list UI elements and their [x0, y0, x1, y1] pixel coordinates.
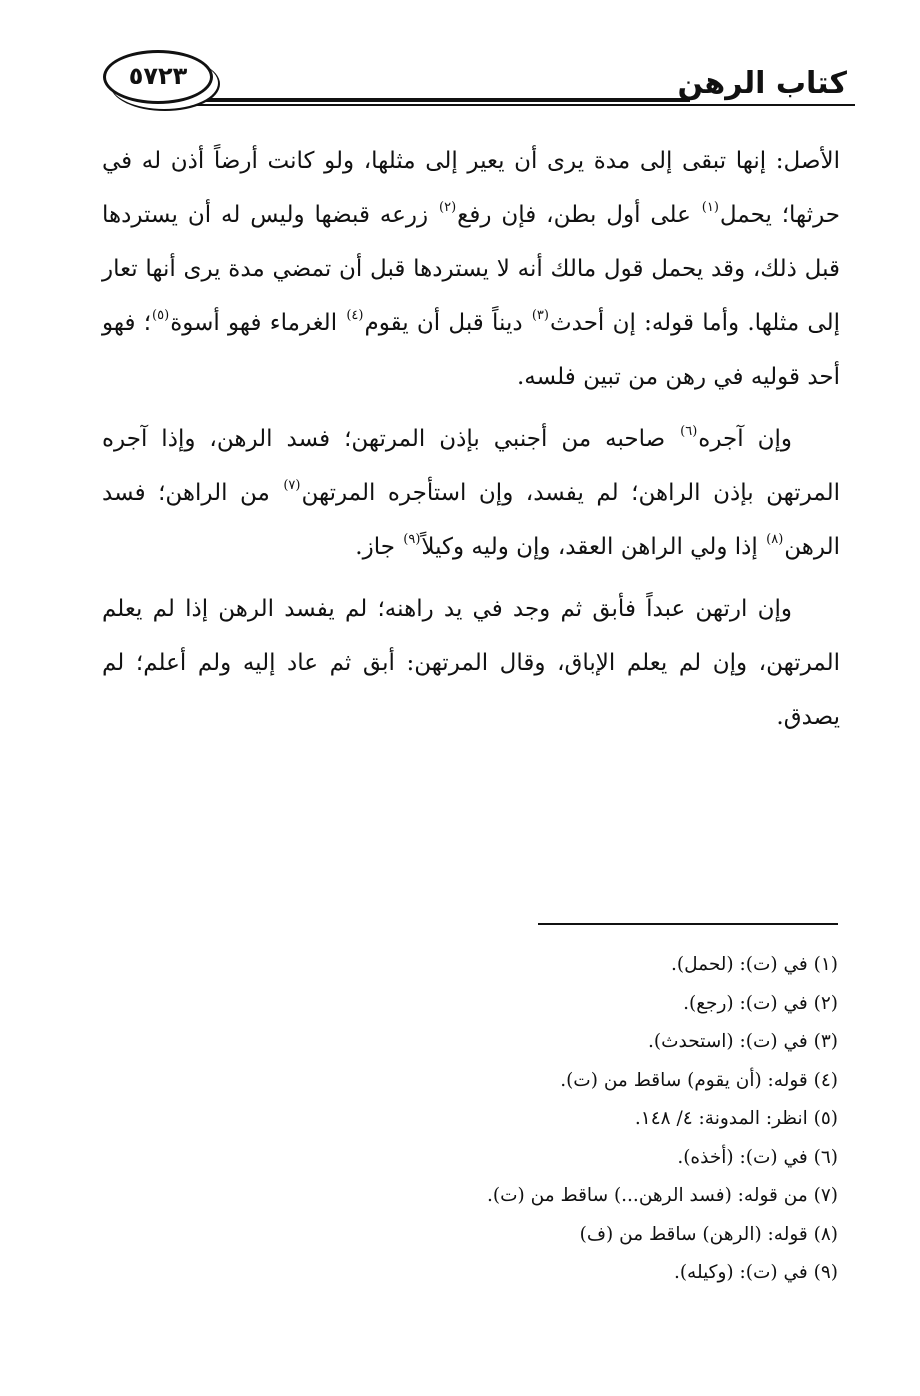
book-title: كتاب الرهن	[677, 66, 847, 101]
paragraph-2	[102, 412, 840, 574]
footnote-item: (٣) في (ت): (استحدث).	[648, 1031, 838, 1052]
footnote-ref: (٦)	[680, 424, 698, 439]
paragraph-1	[102, 134, 840, 404]
text-segment: الغرماء فهو أسوة	[170, 310, 346, 336]
text-segment: وإن آجره	[698, 426, 792, 452]
text-segment: جاز.	[355, 534, 403, 560]
footnote-item: (٩) في (ت): (وكيله).	[673, 1262, 838, 1283]
footnote-ref: (٤)	[346, 308, 364, 323]
paragraph-3	[102, 582, 840, 744]
footnote-ref: (١)	[701, 200, 719, 215]
text-segment: ؛ فهو أحد قوليه في رهن من تبين فلسه.	[102, 310, 840, 390]
page-number-badge	[103, 50, 213, 104]
footnote-ref: (٩)	[403, 532, 421, 547]
footnote-ref: (٥)	[152, 308, 170, 323]
text-segment: من الراهن؛ فسد الرهن	[102, 480, 840, 560]
footnote-item: (٥) انظر: المدونة: ٤/ ١٤٨.	[634, 1108, 838, 1129]
footnote-ref: (٧)	[283, 478, 301, 493]
header-rule-thick	[195, 98, 690, 102]
footnote-item: (١) في (ت): (لحمل).	[671, 954, 838, 975]
page-header	[95, 40, 855, 110]
footnote-item: (٧) من قوله: (فسد الرهن...) ساقط من (ت).	[487, 1185, 838, 1206]
footnote-ref: (٣)	[531, 308, 549, 323]
footnotes	[98, 946, 838, 1293]
text-segment: ديناً قبل أن يقوم	[364, 310, 531, 336]
text-segment: الأصل: إنها تبقى إلى مدة يرى أن يعير إلى مثلها، ولو كانت أرضاً أذن له في حرثها؛ يحمل	[102, 148, 840, 228]
text-segment: زرعه قبضها وليس له أن يستردها قبل ذلك، وقد يحمل قول مالك أنه لا يستردها قبل أن تمضي مدة يرى أنها تعار إلى مثلها. وأما قوله: إن أحدث	[102, 202, 841, 336]
text-segment: صاحبه من أجنبي بإذن المرتهن؛ فسد الرهن، وإذا آجره المرتهن بإذن الراهن؛ لم يفسد، وإن استأجره المرتهن	[102, 426, 840, 506]
text-segment: إذا ولي الراهن العقد، وإن وليه وكيلاً	[421, 534, 766, 560]
footnote-ref: (٨)	[766, 532, 784, 547]
page-number: ٥٧٢٣	[128, 62, 188, 90]
footnote-separator	[538, 923, 838, 925]
footnote-item: (٤) قوله: (أن يقوم) ساقط من (ت).	[560, 1069, 838, 1091]
text-segment: وإن ارتهن عبداً فأبق ثم وجد في يد راهنه؛ لم يفسد الرهن إذا لم يعلم المرتهن، وإن لم يعلم الإباق، وقال المرتهن: أبق ثم عاد إليه ولم أعلم؛ لم يصدق.	[102, 596, 840, 730]
main-text	[102, 134, 840, 752]
footnote-item: (٨) قوله: (الرهن) ساقط من (ف)	[579, 1223, 838, 1245]
header-rule-thin	[195, 104, 855, 106]
footnote-ref: (٢)	[439, 200, 457, 215]
footnote-item: (٢) في (ت): (رجع).	[683, 992, 838, 1014]
footnote-item: (٦) في (ت): (أخذه).	[677, 1146, 838, 1168]
text-segment: على أول بطن، فإن رفع	[457, 202, 701, 228]
